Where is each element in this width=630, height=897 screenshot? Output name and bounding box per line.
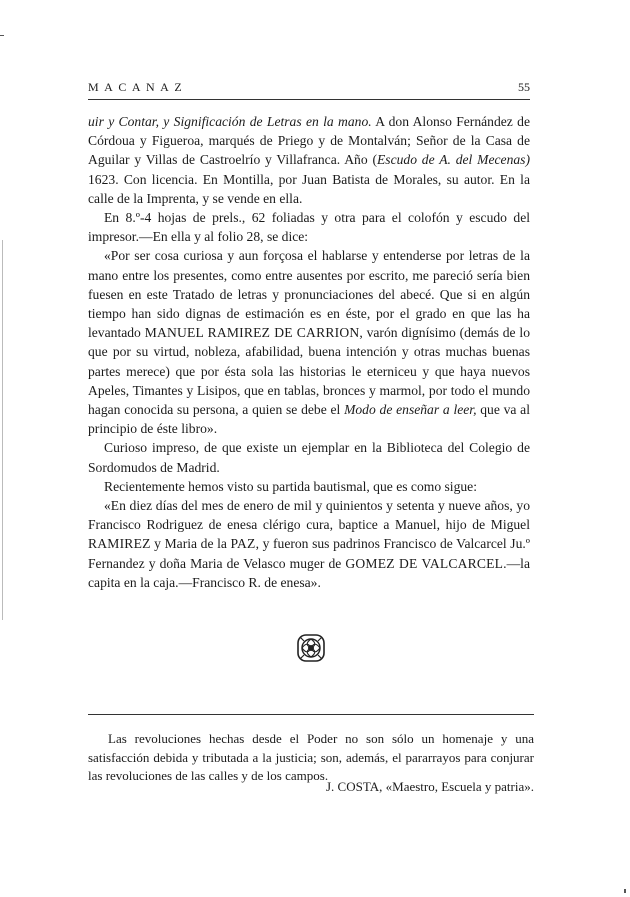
footer-quote-text: Las revoluciones hechas desde el Poder no son sólo un homenaje y una satisfacción debida y tributada a la justicia; son, además, el pararrayos para conjurar las revoluciones de las calles y de los campos.	[88, 731, 534, 783]
author-name: MANUEL RAMIREZ DE CARRION	[144, 325, 360, 341]
footer-rule	[88, 714, 534, 715]
left-margin-tick	[0, 35, 4, 36]
bottom-corner-dot	[624, 889, 626, 893]
paragraph-6-text-d: .—la capita en la caja.—Francisco R. de enesa».	[88, 555, 530, 590]
page-number: 55	[518, 80, 530, 94]
paragraph-2: En 8.º-4 hojas de prels., 62 foliadas y otra para el colofón y escudo del impresor.—En ella y al folio 28, se dice:	[88, 210, 530, 245]
page-header	[88, 80, 530, 96]
book-title-end: uir y Contar, y Significación de Letras en la mano.	[88, 114, 372, 129]
paragraph-6-text-b: y Maria de la	[150, 536, 231, 552]
paragraph-1-text-a: A don Alonso Fernández de Córdoua y Figueroa, marqués de Priego y de Montalván; Señor de la Casa de Aguilar y Villas de Castroelrío y Villafranca. Año (	[88, 114, 530, 168]
quote-signature: J. COSTA, «Maestro, Escuela y patria».	[326, 779, 534, 794]
paragraph-3-text-b: , varón dignísimo (demás de lo que por su virtud, nobleza, afabilidad, buena intención y otras muchas buenas partes merece) que por ésta sola las historias le eterniceu y que haya nuevos Apeles, Timantes y Lisipos, que en tablas, bronces y marmol, por todo el mundo hagan conocida su persona, a quien se debe el	[88, 325, 530, 418]
paragraph-1	[88, 112, 530, 208]
paragraph-1-italic: Escudo de A. del Mecenas)	[376, 152, 530, 168]
paragraph-5: Recientemente hemos visto su partida bautismal, que es como sigue:	[104, 478, 477, 494]
paragraph-3	[88, 246, 530, 438]
surname-ramirez: RAMIREZ	[88, 536, 151, 552]
paragraph-6	[88, 496, 530, 592]
paragraph-6-text-a: «En diez días del mes de enero de mil y quinientos y setenta y nueve años, yo Francisco Rodriguez de enesa clérigo cura, baptice a Manuel, hijo de Miguel	[88, 498, 530, 533]
paragraph-6-text-c: , y fueron sus padrinos Francisco de Valcarcel Ju.º Fernandez y doña Maria de Velasco muger de	[88, 536, 531, 571]
main-text	[88, 112, 530, 592]
paragraph-1-text-b: 1623. Con licencia. En Montilla, por Juan Batista de Morales, su autor. En la calle de la Imprenta, y se vende en ella.	[88, 171, 530, 206]
running-title: MACANAZ	[88, 80, 188, 94]
left-margin-line	[2, 240, 3, 620]
rose-fleuron-icon	[296, 633, 326, 663]
paragraph-4: Curioso impreso, de que existe un ejemplar en la Biblioteca del Colegio de Sordomudos de Madrid.	[88, 440, 530, 475]
paragraph-3-italic: Modo de enseñar a leer,	[344, 402, 477, 418]
name-gomez-de-valcarcel: GOMEZ DE VALCARCEL	[345, 555, 504, 571]
surname-paz: PAZ	[230, 536, 256, 552]
paragraph-3-text-a: «Por ser cosa curiosa y aun forçosa el hablarse y entenderse por letras de la mano entre los presentes, como entre ausentes por escrito, me pareció sería bien fuesen en este Tratado de letras y pronunciaciones del abecé. Que si en algún tiempo han sido dignas de estimación es en éste, por el grado en que las ha levantado	[88, 248, 530, 341]
header-rule	[88, 99, 530, 100]
paragraph-3-text-c: que va al principio de éste libro».	[88, 402, 530, 437]
